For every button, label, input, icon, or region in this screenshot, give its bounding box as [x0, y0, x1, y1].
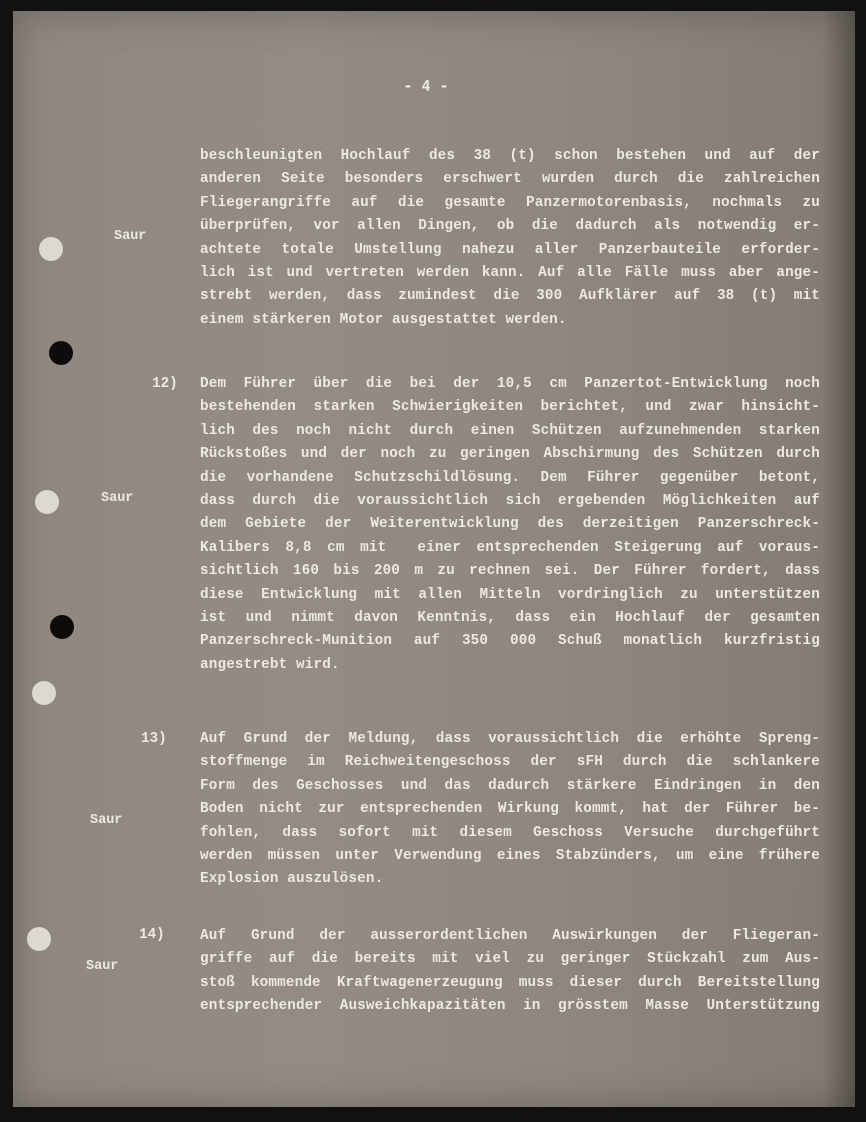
text-line: dem Gebiete der Weiterentwicklung des derzeitigen Panzerschreck- [200, 516, 820, 533]
text-line: griffe auf die bereits mit viel zu geringer Stückzahl zum Aus- [200, 951, 820, 968]
text-line: ist und nimmt davon Kenntnis, dass ein Hochlauf der gesamten [200, 610, 820, 627]
text-line: bestehenden starken Schwierigkeiten berichtet, und zwar hinsicht- [200, 399, 820, 416]
text-line: anderen Seite besonders erschwert wurden durch die zahlreichen [200, 171, 820, 188]
text-line: Dem Führer über die bei der 10,5 cm Panzertot-Entwicklung noch [200, 376, 820, 392]
text-line: fohlen, dass sofort mit diesem Geschoss Versuche durchgeführt [200, 824, 820, 841]
margin-note-saur: Saur [101, 491, 134, 506]
paragraph-number: 12) [152, 376, 178, 392]
punch-hole [35, 490, 59, 514]
punch-hole [39, 237, 63, 261]
text-line: werden müssen unter Verwendung eines Stabzünders, um eine frühere [200, 848, 820, 865]
text-line: Rückstoßes und der noch zu geringen Abschirmung des Schützen durch [200, 446, 820, 463]
margin-note-saur: Saur [114, 229, 147, 244]
text-line: achtete totale Umstellung nahezu aller Panzerbauteile erforder- [200, 241, 820, 258]
text-line: Boden nicht zur entsprechenden Wirkung kommt, hat der Führer be- [200, 801, 820, 818]
text-line: Explosion auszulösen. [200, 871, 384, 888]
paragraph-12 [200, 373, 820, 677]
paragraph-13 [200, 728, 820, 892]
text-line: einem stärkeren Motor ausgestattet werden. [200, 311, 567, 328]
text-line: Auf Grund der Meldung, dass voraussichtlich die erhöhte Spreng- [200, 731, 820, 747]
punch-hole [49, 341, 73, 365]
margin-note-saur: Saur [86, 959, 119, 974]
paragraph-number: 14) [139, 927, 165, 943]
text-line: Form des Geschosses und das dadurch stärkere Eindringen in den [200, 777, 820, 794]
text-line: dass durch die voraussichtlich sich ergebenden Möglichkeiten auf [200, 493, 820, 510]
text-line: angestrebt wird. [200, 656, 340, 673]
punch-hole [32, 681, 56, 705]
margin-note-saur: Saur [90, 813, 123, 828]
text-line: Auf Grund der ausserordentlichen Auswirkungen der Fliegeran- [200, 928, 820, 944]
text-line: diese Entwicklung mit allen Mitteln vordringlich zu unterstützen [200, 586, 820, 603]
text-line: strebt werden, dass zumindest die 300 Aufklärer auf 38 (t) mit [200, 288, 820, 305]
text-line: lich des noch nicht durch einen Schützen aufzunehmenden starken [200, 422, 820, 439]
text-line: stoß kommende Kraftwagenerzeugung muss dieser durch Bereitstellung [200, 974, 820, 991]
text-line: sichtlich 160 bis 200 m zu rechnen sei. Der Führer fordert, dass [200, 563, 820, 580]
text-line: Fliegerangriffe auf die gesamte Panzermotorenbasis, nochmals zu [200, 194, 820, 211]
page-number: - 4 - [403, 77, 449, 95]
text-line: beschleunigten Hochlauf des 38 (t) schon bestehen und auf der [200, 148, 820, 164]
punch-hole [50, 615, 74, 639]
text-line: überprüfen, vor allen Dingen, ob die dadurch als notwendig er- [200, 218, 820, 235]
punch-hole [27, 927, 51, 951]
text-line: stoffmenge im Reichweitengeschoss der sFH durch die schlankere [200, 754, 820, 771]
text-line: Panzerschreck-Munition auf 350 000 Schuß monatlich kurzfristig [200, 633, 820, 650]
paper-edge-shadow [823, 11, 855, 1107]
text-line: die vorhandene Schutzschildlösung. Dem Führer gegenüber betont, [200, 469, 820, 486]
paragraph-number: 13) [141, 731, 167, 747]
text-line: Kalibers 8,8 cm mit einer entsprechenden Steigerung auf voraus- [200, 539, 820, 556]
text-line: lich ist und vertreten werden kann. Auf alle Fälle muss aber ange- [200, 265, 820, 282]
paragraph-14 [200, 925, 820, 1019]
text-line: entsprechender Ausweichkapazitäten in grösstem Masse Unterstützung [200, 998, 820, 1015]
paragraph-11-continuation [200, 145, 820, 332]
